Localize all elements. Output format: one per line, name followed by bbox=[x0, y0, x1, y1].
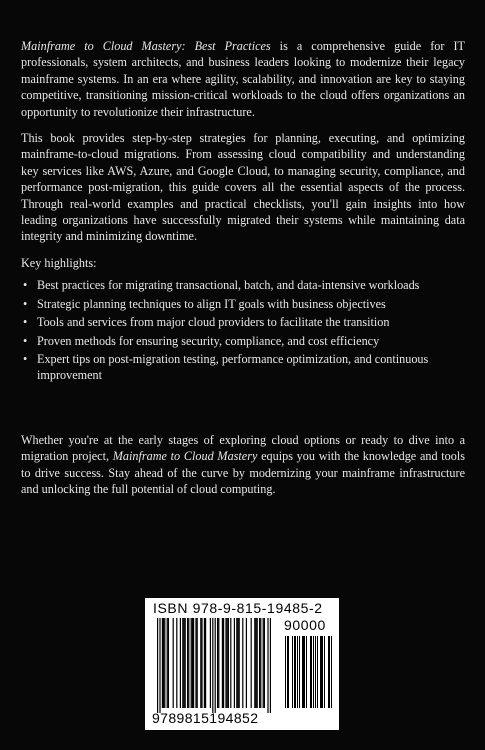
highlight-item: • Expert tips on post-migration testing, performance optimization, and continuous improvement bbox=[37, 351, 465, 384]
highlight-item: • Proven methods for ensuring security, compliance, and cost efficiency bbox=[37, 333, 465, 349]
closing-text-after: equips you with the knowledge and tools to drive success. Stay ahead of the curve by modernizing your mainframe infrastructure and unlocking the full potential of cloud computing. bbox=[21, 449, 466, 496]
book-title-italic: Mainframe to Cloud Mastery: Best Practices bbox=[21, 39, 271, 53]
closing-paragraph bbox=[21, 432, 465, 498]
highlight-item: • Strategic planning techniques to align IT goals with business objectives bbox=[37, 296, 465, 312]
description-paragraph: This book provides step-by-step strategies for planning, executing, and optimizing mainframe-to-cloud migrations. From assessing cloud compatibility and understanding key services like AWS, Azure, and Google Cloud, to managing security, compliance, and performance post-migration, this guide covers all the essential aspects of the process. Through real-world examples and practical checklists, you'll gain insights into how leading organizations have successfully migrated their systems while maintaining data integrity and minimizing downtime. bbox=[21, 131, 465, 244]
intro-paragraph bbox=[21, 38, 465, 120]
closing-text-before: Whether you're at the early stages of exploring cloud options or ready to dive into a migration project, bbox=[21, 432, 465, 464]
highlights-list bbox=[21, 277, 465, 383]
price-code: 90000 bbox=[284, 617, 326, 633]
intro-text: is a comprehensive guide for IT professionals, system architects, and business leaders looking to modernize their legacy mainframe systems. In an era where agility, scalability, and innovation are key to staying competitive, transitioning mission-critical workloads to the cloud offers organizations an opportunity to revolutionize their infrastructure. bbox=[21, 39, 465, 119]
highlights-heading: Key highlights: bbox=[21, 255, 97, 270]
closing-book-title: Mainframe to Cloud Mastery bbox=[112, 449, 258, 464]
isbn-label: ISBN 978-9-815-19485-2 bbox=[153, 600, 323, 616]
highlight-item: • Tools and services from major cloud providers to facilitate the transition bbox=[37, 314, 465, 330]
back-cover-text bbox=[21, 38, 465, 507]
highlight-item: • Best practices for migrating transactional, batch, and data-intensive workloads bbox=[37, 277, 465, 293]
ean-digits: 9789815194852 bbox=[152, 710, 259, 726]
isbn-barcode bbox=[145, 598, 339, 730]
